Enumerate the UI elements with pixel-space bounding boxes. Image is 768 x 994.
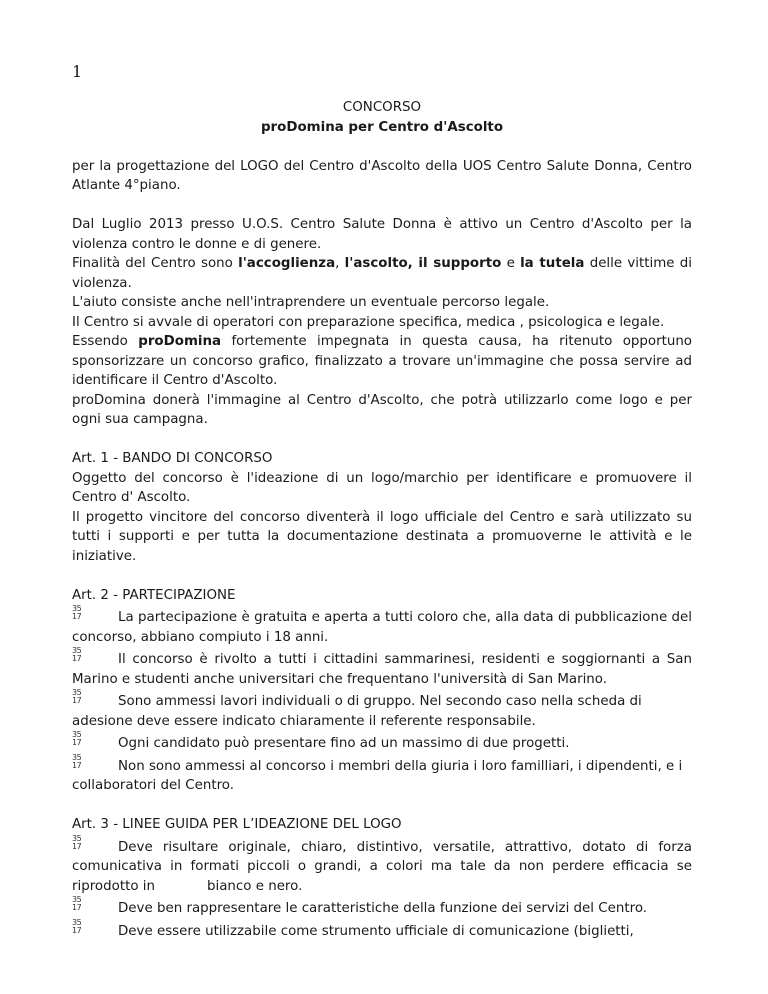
art3-item-text: Deve risultare originale, chiaro, distintivo, versatile, attrattivo, dotato di forza comunicativa in formati piccoli o grandi, a colori ma tale da non perdere efficacia se riprodotto in	[72, 839, 692, 894]
bullet-glyph-icon: 35 17	[72, 604, 82, 621]
document-body	[72, 98, 692, 941]
art2-item	[72, 605, 692, 647]
header-subtitle-text: proDomina per Centro d'Ascolto	[260, 119, 504, 135]
art3-title: Art. 3 - LINEE GUIDA PER L’IDEAZIONE DEL LOGO	[72, 817, 402, 832]
art2-item	[72, 647, 692, 689]
para1-l2-bold2: l'ascolto, il supporto	[344, 256, 502, 271]
art3-item-tail: bianco e nero.	[206, 878, 303, 894]
para1-line2	[72, 254, 692, 293]
para1-l2-sep1: ,	[335, 256, 345, 271]
art2-item-continuation: collaboratori del Centro.	[72, 778, 234, 793]
bullet-glyph-icon: 35 17	[72, 730, 82, 747]
art2-item	[72, 754, 692, 777]
art2-item	[72, 689, 692, 731]
art2-item-text: Ogni candidato può presentare fino ad un massimo di due progetti.	[118, 736, 570, 751]
art2-item-text: Il concorso è rivolto a tutti i cittadini sammarinesi, residenti e soggiornanti a San Marino e studenti anche universitari che frequentano l'università di San Marino.	[72, 652, 692, 687]
para1-line6: proDomina donerà l'immagine al Centro d'Ascolto, che potrà utilizzarlo come logo e per ogni sua campagna.	[72, 392, 692, 427]
para1-line1: Dal Luglio 2013 presso U.O.S. Centro Salute Donna è attivo un Centro d'Ascolto per la violenza contro le donne e di genere.	[72, 217, 692, 252]
para1-l2-pre: Finalità del Centro sono	[72, 256, 239, 271]
page-number: 1	[72, 62, 83, 81]
art3-item	[72, 919, 692, 942]
art2-item-text: Sono ammessi lavori individuali o di gruppo. Nel secondo caso nella scheda di adesione deve essere indicato chiaramente il referente responsabile.	[72, 694, 642, 729]
art1-paragraph2: Il progetto vincitore del concorso diventerà il logo ufficiale del Centro e sarà utilizzato su tutti i supporti e per tutta la documentazione destinata a promuoverne le attività e le iniziative.	[72, 509, 692, 564]
art1-paragraph1: Oggetto del concorso è l'ideazione di un logo/marchio per identificare e promuovere il Centro d' Ascolto.	[72, 470, 692, 505]
para1-l2-post: delle vittime di violenza.	[72, 256, 692, 291]
intro-paragraph: per la progettazione del LOGO del Centro d'Ascolto della UOS Centro Salute Donna, Centro Atlante 4°piano.	[72, 158, 692, 193]
para1-line3: L'aiuto consiste anche nell'intraprendere un eventuale percorso legale.	[72, 295, 550, 310]
art3-item-text: Deve essere utilizzabile come strumento ufficiale di comunicazione (biglietti,	[118, 923, 634, 939]
art3-item	[72, 835, 692, 897]
para1-line5	[72, 332, 692, 391]
art2-title: Art. 2 - PARTECIPAZIONE	[72, 587, 236, 603]
header-title: CONCORSO	[342, 100, 422, 115]
art3-item	[72, 896, 692, 919]
art3-item-text: Deve ben rappresentare le caratteristiche della funzione dei servizi del Centro.	[118, 901, 648, 916]
para1-l2-sep2: e	[501, 256, 521, 271]
art2-item-text: La partecipazione è gratuita e aperta a tutti coloro che, alla data di pubblicazione del concorso, abbiano compiuto i 18 anni.	[72, 610, 692, 645]
para1-l2-bold3: la tutela	[520, 256, 585, 271]
bullet-glyph-icon: 35 17	[72, 833, 82, 851]
bullet-glyph-icon: 35 17	[72, 646, 82, 663]
art1-title: Art. 1 - BANDO DI CONCORSO	[72, 451, 273, 466]
bullet-glyph-icon: 35 17	[72, 895, 82, 912]
art2-item-text: Non sono ammessi al concorso i membri della giuria i loro familliari, i dipendenti, e i	[118, 758, 683, 774]
art2-item	[72, 731, 692, 754]
header-subtitle	[72, 118, 692, 138]
bullet-glyph-icon: 35 17	[72, 752, 82, 770]
para1-l5-post: fortemente impegnata in questa causa, ha ritenuto opportuno sponsorizzare un concorso grafico, finalizzato a trovare un'immagine che possa servire ad identificare il Centro d'Ascolto.	[72, 334, 692, 388]
para1-l5-bold: proDomina	[138, 334, 222, 349]
para1-line4: Il Centro si avvale di operatori con preparazione specifica, medica , psicologica e legale.	[72, 314, 665, 330]
para1-l5-pre: Essendo	[72, 334, 139, 349]
para1-l2-bold1: l'accoglienza	[238, 256, 336, 271]
bullet-glyph-icon: 35 17	[72, 688, 82, 705]
bullet-glyph-icon: 35 17	[72, 917, 82, 935]
